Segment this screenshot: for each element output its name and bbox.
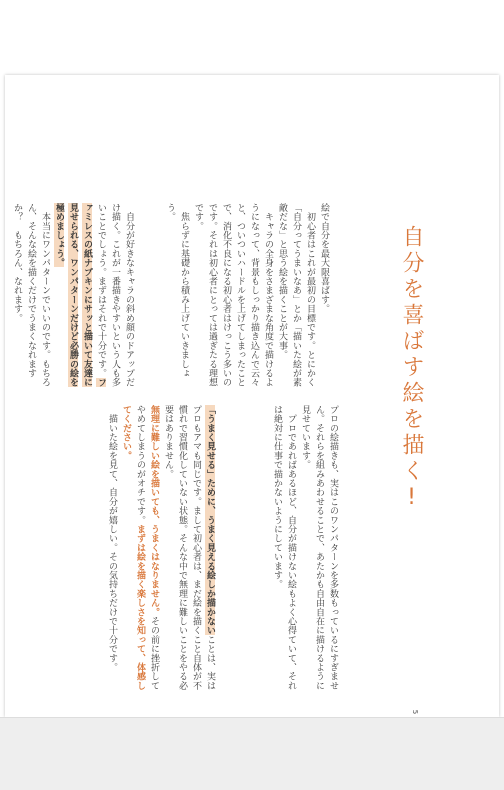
- paragraph: 自分が好きなキャラの斜め顔のドアップだけ描く。これが一番描きやすいという人も多いことでしょう。まずはそれで十分です。ファミレスの紙ナプキンにサッと描いて友達に見せられる、ワンパターンだけど必勝の絵を極めましょう。: [54, 203, 134, 388]
- paragraph: 無理に難しい絵を描いても、うまくはなりません。その前に挫折してやめてしまうのがオチです。まずは絵を描く楽しさを知って、体感してください。: [121, 405, 159, 691]
- emphasis-text: まずは絵を描く楽しさを知って、体感してください。: [121, 405, 145, 691]
- book-page: [5, 75, 499, 717]
- paragraph: 本当にワンパターンでいいのです。もちろん、そんな絵を描くだけでうまくなれますか？ もちろん、なれます。: [12, 203, 50, 388]
- text-column-left-top: [163, 203, 331, 389]
- top-background: [0, 0, 504, 75]
- paragraph: プロであればあるほど、自分が描けない絵もよく心得ていて、それは絶対に仕事で描かないようにしています。: [272, 405, 296, 691]
- paragraph: 焦らずに基礎から積み上げていきましょう。: [165, 203, 189, 378]
- text-column-left-bottom: [10, 203, 136, 389]
- page-number: 5: [411, 709, 420, 715]
- text-column-middle: [105, 405, 217, 695]
- paragraph: 初心者はこれが最初の目標です。とにかく「自分ってうまいなあ」とか「描いた絵が素敵だな」と思う絵を描くことが大事。: [277, 203, 315, 388]
- bottom-background: [0, 717, 504, 790]
- text-column-right: [270, 405, 340, 695]
- highlight-text: ファミレスの紙ナプキンにサッと描いて友達に見せられる、ワンパターンだけど必勝の絵を極めましょう。: [54, 203, 106, 388]
- paragraph: キャラの全身をさまざまな角度で描けるようになって、背景もしっかり描き込んで云々と、ついついハードルを上げてしまったことで、消化不良になる初心者はけっこう多いのです。それは初心者にとっては過ぎたる理想です。: [193, 203, 273, 388]
- paragraph: 描いた絵を見て、自分が嬉しい。その気持ちだけで十分です。: [107, 414, 117, 672]
- page-title: 自分を喜ばす絵を描く!: [399, 225, 424, 514]
- paragraph: プロの絵描きも、実はこのワンパターンを多数もっているにすぎません。それらを組みあわせることで、あたかも自由自在に描けるように見せています。: [300, 405, 338, 691]
- paragraph: 「うまく見せる」ために、うまく見える絵しか描かないことは、実はプロもアマも同じです。まして初心者は、まだ絵を描くこと自体が不慣れで習慣化していない状態。そんな中で無理に難しいことをやる必要はありません。: [163, 405, 215, 691]
- highlight-text: 「うまく見せる」ために、うまく見える絵しか描かない: [205, 405, 215, 635]
- paragraph: 絵で自分を最大限喜ばす。: [319, 203, 329, 314]
- emphasis-text: 無理に難しい絵を描いても、うまくはなりません。: [149, 405, 159, 617]
